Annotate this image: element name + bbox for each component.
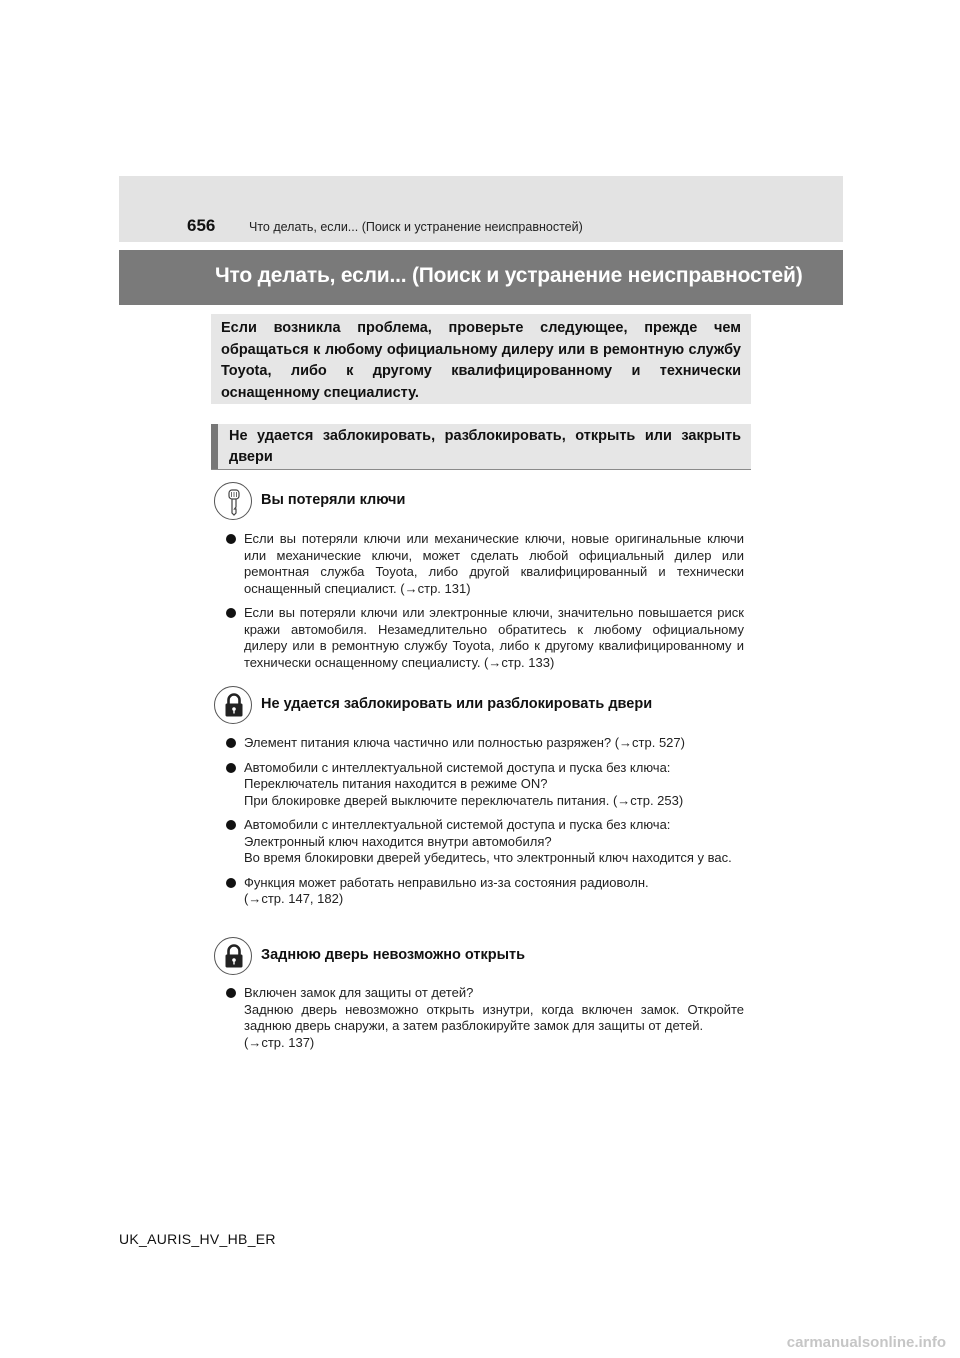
bullet-dot <box>226 988 236 998</box>
list-item <box>226 875 744 908</box>
running-head: Что делать, если... (Поиск и устранение неисправностей) <box>249 220 583 234</box>
bullet-dot <box>226 878 236 888</box>
list-item-text: Автомобили с интеллектуальной системой доступа и пуска без ключа: <box>244 759 671 775</box>
list-item-text: Во время блокировки дверей убедитесь, что электронный ключ находится у вас. <box>244 850 732 865</box>
list-item <box>226 531 744 597</box>
list-item-text: Элемент питания ключа частично или полностью разряжен? (→стр. 527) <box>244 735 685 750</box>
list-item-text: Если вы потеряли ключи или механические ключи, новые оригинальные ключи или механические ключи, может сделать любой официальный дилер или ремонтная служба Toyota, либо другой квалифицированный и технически оснащенный специалист. (→стр. 131) <box>244 531 744 596</box>
lost-keys-bullets <box>226 531 744 671</box>
section-divider <box>211 469 751 470</box>
list-item-text: (→стр. 137) <box>244 1034 315 1050</box>
key-icon <box>214 482 252 520</box>
list-item <box>226 735 744 752</box>
intro-box: Если возникла проблема, проверьте следующее, прежде чем обращаться к любому официальному дилеру или в ремонтную службу Toyota, либо к другому квалифицированному и технически оснащенному специалисту. <box>211 314 751 404</box>
list-item <box>226 605 744 671</box>
bullet-dot <box>226 738 236 748</box>
page-title: Что делать, если... (Поиск и устранение неисправностей) <box>215 264 803 287</box>
lock-icon <box>214 937 252 975</box>
watermark: carmanualsonline.info <box>786 1334 946 1351</box>
lock-icon <box>214 686 252 724</box>
page-number: 656 <box>187 216 216 235</box>
list-item-text: Переключатель питания находится в режиме ON? <box>244 776 548 791</box>
subsection-heading-lost-keys: Вы потеряли ключи <box>261 492 406 508</box>
list-item <box>226 985 744 1051</box>
list-item-text: При блокировке дверей выключите переключатель питания. (→стр. 253) <box>244 792 684 808</box>
list-item <box>226 817 744 867</box>
subsection-heading-rear-door: Заднюю дверь невозможно открыть <box>261 947 525 963</box>
bullet-dot <box>226 763 236 773</box>
list-item-text: Функция может работать неправильно из-за состояния радиоволн. <box>244 874 649 890</box>
list-item-text: Электронный ключ находится внутри автомобиля? <box>244 833 552 849</box>
bullet-dot <box>226 608 236 618</box>
section-title: Не удается заблокировать, разблокировать, открыть или закрыть двери <box>211 424 751 469</box>
bullet-dot <box>226 534 236 544</box>
list-item-text: Автомобили с интеллектуальной системой доступа и пуска без ключа: <box>244 817 671 832</box>
list-item-text: (→стр. 147, 182) <box>244 891 344 906</box>
list-item-text: Если вы потеряли ключи или электронные ключи, значительно повышается риск кражи автомобиля. Незамедлительно обратитесь к любому официальному дилеру или в ремонтную службу Toyota, либо к другому квалифицированному и технически оснащенному специалисту. (→стр. 133) <box>244 605 744 670</box>
document-code: UK_AURIS_HV_HB_ER <box>119 1231 276 1247</box>
list-item <box>226 760 744 810</box>
subsection-heading-lock-unlock: Не удается заблокировать или разблокировать двери <box>261 696 653 712</box>
rear-door-bullets <box>226 985 744 1051</box>
list-item-text: Включен замок для защиты от детей? <box>244 985 474 1000</box>
lock-unlock-bullets <box>226 735 744 908</box>
bullet-dot <box>226 820 236 830</box>
list-item-text: Заднюю дверь невозможно открыть изнутри, когда включен замок. Откройте заднюю дверь снаружи, а затем разблокируйте замок для защиты от детей. <box>244 1001 744 1033</box>
